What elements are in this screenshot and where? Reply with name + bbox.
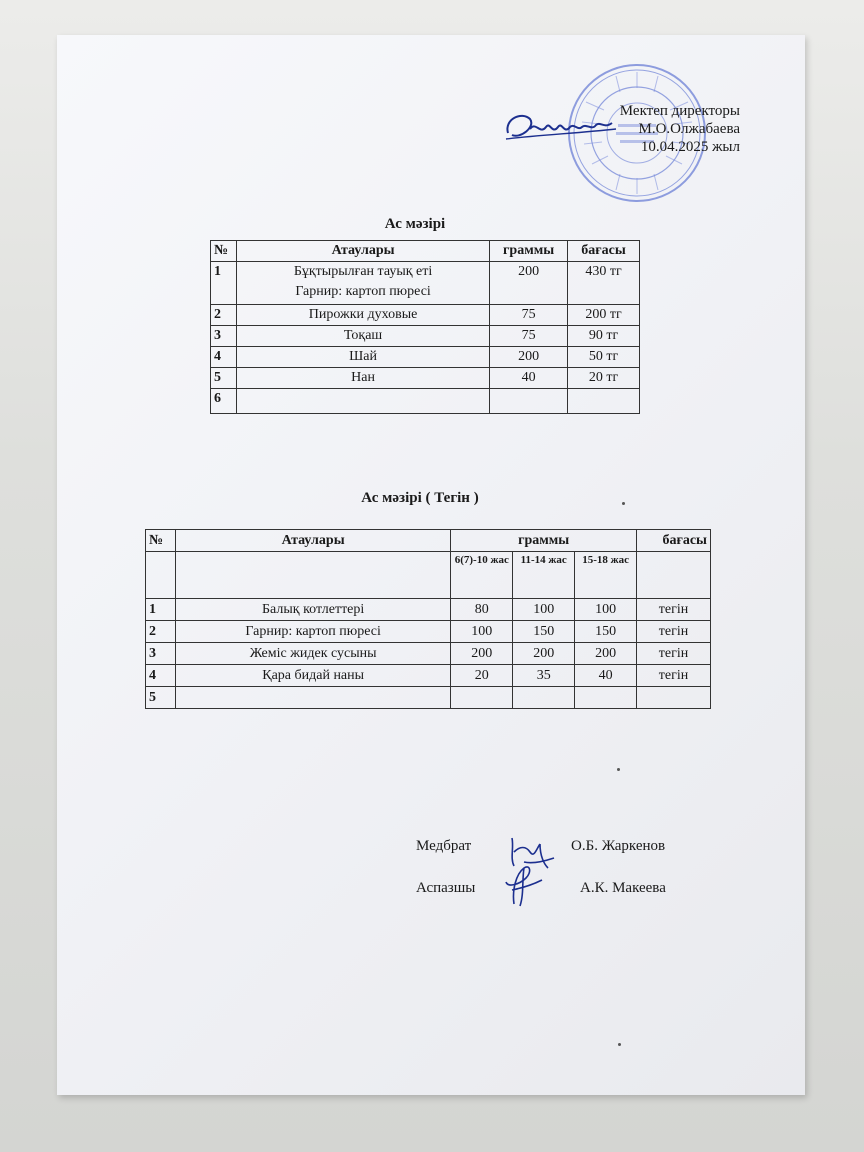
table-row (146, 621, 711, 643)
table-row (146, 665, 711, 687)
paper-speck (617, 768, 620, 771)
row-g2: 150 (513, 621, 575, 643)
row-price: 50 тг (568, 347, 640, 368)
menu1-header-grams: граммы (490, 241, 568, 262)
table-row (211, 347, 640, 368)
menu2-header-row (146, 530, 711, 552)
row-g1: 20 (451, 665, 513, 687)
row-price: 20 тг (568, 368, 640, 389)
row-num: 4 (211, 347, 237, 368)
row-price: тегін (637, 643, 711, 665)
row-price (568, 389, 640, 414)
medbrat-role: Медбрат (416, 838, 472, 854)
row-g1: 80 (451, 599, 513, 621)
row-grams: 75 (490, 326, 568, 347)
director-title: Мектеп директоры (619, 103, 740, 119)
row-name: Тоқаш (236, 326, 489, 347)
table-row (146, 599, 711, 621)
row-num: 3 (146, 643, 176, 665)
paper-speck (622, 502, 625, 505)
row-num: 6 (211, 389, 237, 414)
row-name (236, 262, 489, 305)
row-num: 3 (211, 326, 237, 347)
row-name: Шай (236, 347, 489, 368)
row-name (175, 687, 450, 709)
table-row (211, 262, 640, 305)
menu1-title: Ас мәзірі (384, 216, 446, 232)
row-g3: 150 (575, 621, 637, 643)
row-price: тегін (637, 621, 711, 643)
director-signature-icon (500, 105, 620, 147)
table-row (146, 687, 711, 709)
paper-speck (618, 1043, 621, 1046)
row-price: 430 тг (568, 262, 640, 305)
menu1-header-row (211, 241, 640, 262)
age-empty-cell (175, 552, 450, 599)
menu2-table (145, 529, 711, 709)
row-name-line1: Бұқтырылған тауық еті (293, 264, 433, 279)
row-name: Қара бидай наны (175, 665, 450, 687)
age-group-2: 11-14 жас (513, 552, 575, 599)
row-g3: 200 (575, 643, 637, 665)
row-g1: 100 (451, 621, 513, 643)
age-empty-cell (146, 552, 176, 599)
approval-date: 10.04.2025 жыл (640, 139, 740, 155)
row-name (236, 389, 489, 414)
menu2-title: Ас мәзірі ( Тегін ) (361, 490, 479, 506)
age-empty-cell (637, 552, 711, 599)
row-price: тегін (637, 599, 711, 621)
menu1-table (210, 240, 640, 414)
menu2-header-price: бағасы (637, 530, 711, 552)
row-g2: 200 (513, 643, 575, 665)
row-num: 2 (211, 305, 237, 326)
row-num: 1 (211, 262, 237, 305)
menu2-header-grams: граммы (451, 530, 637, 552)
age-group-3: 15-18 жас (575, 552, 637, 599)
medbrat-name: О.Б. Жаркенов (571, 838, 666, 854)
cook-signature-icon (494, 860, 554, 910)
menu1-header-num: № (211, 241, 237, 262)
row-num: 5 (211, 368, 237, 389)
table-row (211, 389, 640, 414)
table-row (211, 368, 640, 389)
row-num: 4 (146, 665, 176, 687)
menu2-header-num: № (146, 530, 176, 552)
row-grams (490, 389, 568, 414)
row-grams: 200 (490, 347, 568, 368)
row-g1: 200 (451, 643, 513, 665)
row-g2 (513, 687, 575, 709)
cook-role: Аспазшы (416, 880, 476, 896)
director-name: М.О.Олжабаева (638, 121, 740, 137)
row-num: 1 (146, 599, 176, 621)
age-group-1: 6(7)-10 жас (451, 552, 513, 599)
row-g2: 100 (513, 599, 575, 621)
menu2-header-name: Атаулары (175, 530, 450, 552)
menu1-header-price: бағасы (568, 241, 640, 262)
row-grams: 200 (490, 262, 568, 305)
row-g3 (575, 687, 637, 709)
row-num: 5 (146, 687, 176, 709)
row-name: Нан (236, 368, 489, 389)
table-row (211, 305, 640, 326)
row-name: Пирожки духовые (236, 305, 489, 326)
row-g3: 40 (575, 665, 637, 687)
row-g1 (451, 687, 513, 709)
row-price (637, 687, 711, 709)
menu1-header-name: Атаулары (236, 241, 489, 262)
row-name: Гарнир: картоп пюресі (175, 621, 450, 643)
row-price: 90 тг (568, 326, 640, 347)
menu2-age-row (146, 552, 711, 599)
row-grams: 75 (490, 305, 568, 326)
row-price: тегін (637, 665, 711, 687)
row-name: Балық котлеттері (175, 599, 450, 621)
row-num: 2 (146, 621, 176, 643)
row-name: Жеміс жидек сусыны (175, 643, 450, 665)
row-g3: 100 (575, 599, 637, 621)
row-grams: 40 (490, 368, 568, 389)
table-row (211, 326, 640, 347)
row-name-line2: Гарнир: картоп пюресі (295, 284, 431, 299)
cook-name: А.К. Макеева (580, 880, 666, 896)
row-g2: 35 (513, 665, 575, 687)
row-price: 200 тг (568, 305, 640, 326)
table-row (146, 643, 711, 665)
